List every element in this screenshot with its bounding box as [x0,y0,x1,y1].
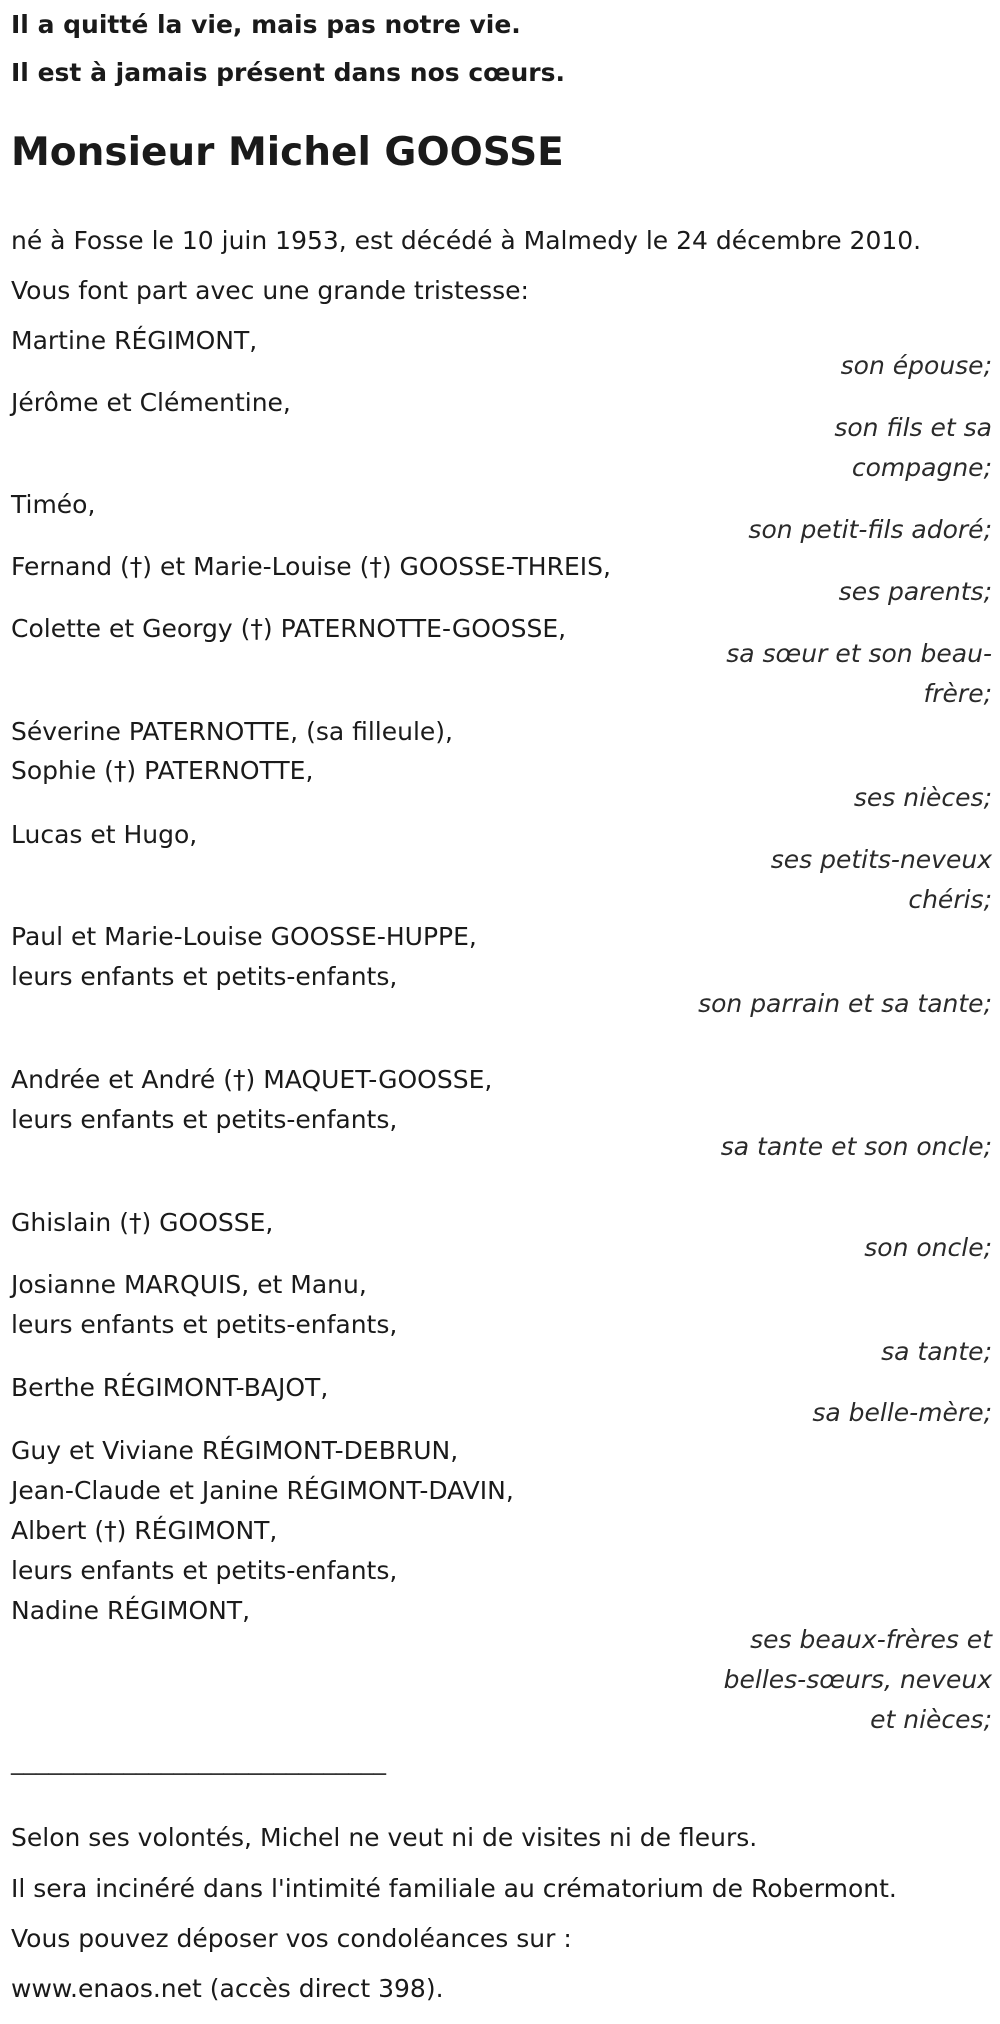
family-relation: ses parents; [838,577,992,606]
closing-line-2: Il sera inciné́ré dans l'intimité familiale au crématorium de Robermont. [11,1874,897,1903]
family-name: Lucas et Hugo, [11,820,198,849]
family-name: Séverine PATERNOTTE, (sa filleule), [11,717,454,746]
family-name: Martine RÉGIMONT, [11,326,258,355]
family-name: Nadine RÉGIMONT, [11,1596,251,1625]
family-relation: ses petits-neveux chéris; [770,845,992,914]
closing-line-4: www.enaos.net (accès direct 398). [11,1974,444,2003]
family-name: Berthe RÉGIMONT-BAJOT, [11,1373,329,1402]
family-name: Jean-Claude et Janine RÉGIMONT-DAVIN, [11,1476,514,1505]
divider: ______________________________ [11,1746,386,1775]
family-relation: son épouse; [840,351,992,380]
family-relation: sa sœur et son beau-frère; [726,639,992,708]
family-name: leurs enfants et petits-enfants, [11,1556,398,1585]
family-name: Timéo, [11,490,96,519]
family-relation: son oncle; [864,1233,992,1262]
closing-line-3: Vous pouvez déposer vos condoléances sur : [11,1924,572,1953]
family-relation: son fils et sa compagne; [834,413,992,482]
family-relation: ses beaux-frères et belles-sœurs, neveux et nièces; [723,1625,992,1734]
family-relation: sa tante et son oncle; [720,1132,992,1161]
family-name: leurs enfants et petits-enfants, [11,1105,398,1134]
closing-line-1: Selon ses volontés, Michel ne veut ni de visites ni de fleurs. [11,1823,758,1852]
family-relation: sa tante; [881,1337,992,1366]
family-name: Guy et Viviane RÉGIMONT-DEBRUN, [11,1436,459,1465]
family-name: Andrée et André (†) MAQUET-GOOSSE, [11,1065,493,1094]
intro-line-2: Il est à jamais présent dans nos cœurs. [11,58,566,87]
family-name: Jérôme et Clémentine, [11,388,291,417]
birth-death-line: né à Fosse le 10 juin 1953, est décédé à Malmedy le 24 décembre 2010. [11,226,922,255]
family-name: Colette et Georgy (†) PATERNOTTE-GOOSSE, [11,614,567,643]
family-name: Sophie (†) PATERNOTTE, [11,756,314,785]
family-relation: son parrain et sa tante; [698,989,992,1018]
family-relation: son petit-fils adoré; [748,515,992,544]
announcement-line: Vous font part avec une grande tristesse: [11,276,529,305]
family-name: Albert (†) RÉGIMONT, [11,1516,278,1545]
family-name: Paul et Marie-Louise GOOSSE-HUPPE, [11,922,477,951]
family-name: Josianne MARQUIS, et Manu, [11,1270,367,1299]
family-relation: sa belle-mère; [812,1398,992,1427]
intro-line-1: Il a quitté la vie, mais pas notre vie. [11,10,521,39]
family-name: Fernand (†) et Marie-Louise (†) GOOSSE-THREIS, [11,552,611,581]
family-name: Ghislain (†) GOOSSE, [11,1208,274,1237]
page-title: Monsieur Michel GOOSSE [11,130,564,175]
family-name: leurs enfants et petits-enfants, [11,962,398,991]
family-relation: ses nièces; [853,783,992,812]
family-name: leurs enfants et petits-enfants, [11,1310,398,1339]
